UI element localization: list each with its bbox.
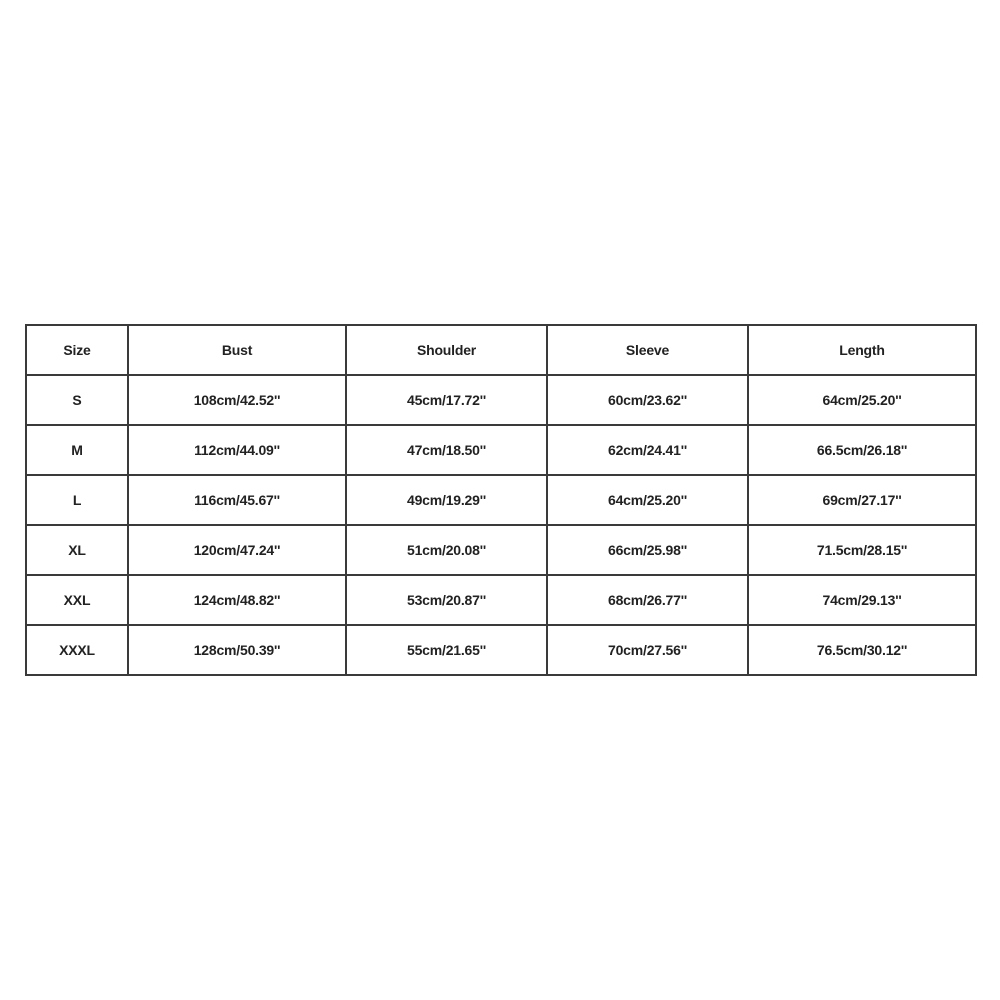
cell-sleeve: 64cm/25.20'' [547, 475, 748, 525]
cell-sleeve: 66cm/25.98'' [547, 525, 748, 575]
table-row [26, 475, 976, 525]
header-shoulder: Shoulder [346, 325, 547, 375]
cell-bust: 108cm/42.52'' [128, 375, 346, 425]
cell-sleeve: 70cm/27.56'' [547, 625, 748, 675]
cell-shoulder: 49cm/19.29'' [346, 475, 547, 525]
cell-size: XL [26, 525, 128, 575]
cell-shoulder: 51cm/20.08'' [346, 525, 547, 575]
cell-bust: 112cm/44.09'' [128, 425, 346, 475]
cell-length: 66.5cm/26.18'' [748, 425, 976, 475]
header-length: Length [748, 325, 976, 375]
cell-shoulder: 47cm/18.50'' [346, 425, 547, 475]
table-row [26, 425, 976, 475]
cell-size: XXL [26, 575, 128, 625]
table-row [26, 625, 976, 675]
cell-length: 69cm/27.17'' [748, 475, 976, 525]
cell-sleeve: 68cm/26.77'' [547, 575, 748, 625]
cell-sleeve: 62cm/24.41'' [547, 425, 748, 475]
header-size: Size [26, 325, 128, 375]
table-header-row [26, 325, 976, 375]
cell-length: 74cm/29.13'' [748, 575, 976, 625]
cell-length: 71.5cm/28.15'' [748, 525, 976, 575]
cell-size: M [26, 425, 128, 475]
cell-sleeve: 60cm/23.62'' [547, 375, 748, 425]
cell-shoulder: 45cm/17.72'' [346, 375, 547, 425]
cell-bust: 128cm/50.39'' [128, 625, 346, 675]
cell-bust: 116cm/45.67'' [128, 475, 346, 525]
cell-length: 76.5cm/30.12'' [748, 625, 976, 675]
cell-bust: 120cm/47.24'' [128, 525, 346, 575]
header-bust: Bust [128, 325, 346, 375]
table-row [26, 375, 976, 425]
cell-size: S [26, 375, 128, 425]
cell-length: 64cm/25.20'' [748, 375, 976, 425]
table-row [26, 525, 976, 575]
header-sleeve: Sleeve [547, 325, 748, 375]
cell-shoulder: 55cm/21.65'' [346, 625, 547, 675]
cell-size: L [26, 475, 128, 525]
table-row [26, 575, 976, 625]
cell-shoulder: 53cm/20.87'' [346, 575, 547, 625]
cell-bust: 124cm/48.82'' [128, 575, 346, 625]
cell-size: XXXL [26, 625, 128, 675]
size-chart-table [25, 324, 977, 676]
